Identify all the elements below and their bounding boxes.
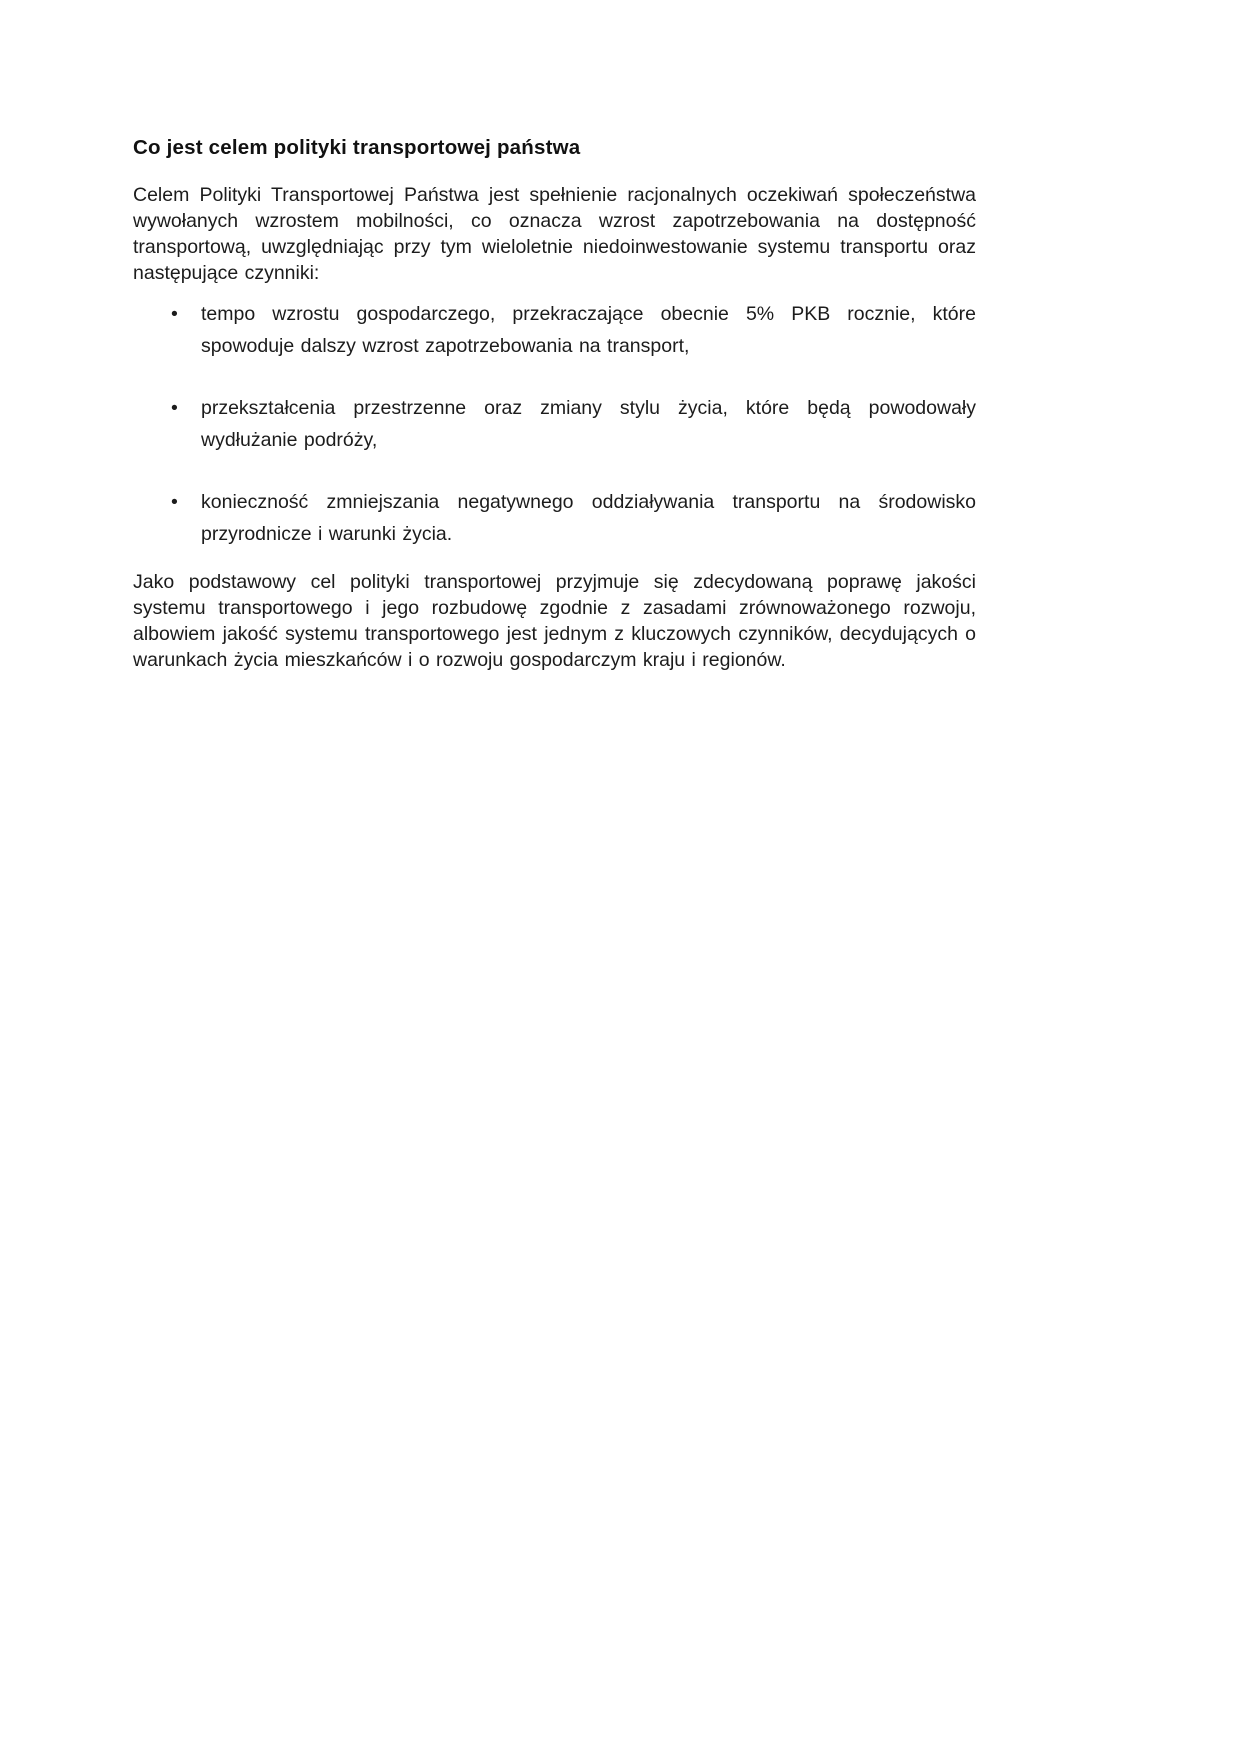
intro-paragraph: Celem Polityki Transportowej Państwa jest spełnienie racjonalnych oczekiwań społeczeństwa wywołanych wzrostem mobilności, co oznacza wzrost zapotrzebowania na dostępność transportową, uwzględniając przy tym wieloletnie niedoinwestowanie systemu transportu oraz następujące czynniki:: [133, 184, 976, 284]
bullet-icon: •: [171, 491, 178, 513]
list-item-text: konieczność zmniejszania negatywnego oddziaływania transportu na środowisko przyrodnicze i warunki życia.: [201, 491, 976, 545]
bullet-icon: •: [171, 397, 178, 419]
list-item: [133, 392, 976, 456]
closing-paragraph: Jako podstawowy cel polityki transportowej przyjmuje się zdecydowaną poprawę jakości systemu transportowego i jego rozbudowę zgodnie z zasadami zrównoważonego rozwoju, albowiem jakość systemu transportowego jest jednym z kluczowych czynników, decydujących o warunkach życia mieszkańców i o rozwoju gospodarczym kraju i regionów.: [133, 571, 976, 671]
list-item-text: przekształcenia przestrzenne oraz zmiany stylu życia, które będą powodowały wydłużanie podróży,: [201, 397, 976, 451]
list-item: [133, 298, 976, 362]
list-item: [133, 486, 976, 550]
document-title: Co jest celem polityki transportowej państwa: [133, 136, 581, 159]
document-content: [133, 135, 976, 673]
list-item-text: tempo wzrostu gospodarczego, przekraczające obecnie 5% PKB rocznie, które spowoduje dalszy wzrost zapotrzebowania na transport,: [201, 303, 976, 357]
bullet-icon: •: [171, 303, 178, 325]
bullet-list: [133, 298, 976, 550]
